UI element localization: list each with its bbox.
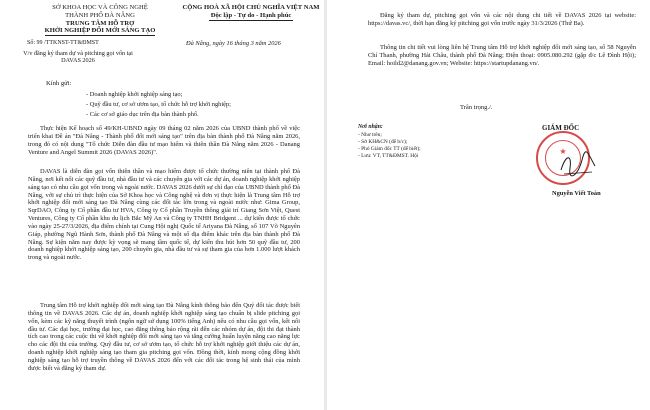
paragraph-plan: Thực hiện Kế hoạch số 49/KH-UBND ngày 09 tháng 02 năm 2026 của UBND thành phố về việc triển khai Đề án "Đà Nẵng - Thành phố đổi mới sáng tạo" trên địa bàn thành phố Đà Nẵng năm 2026, trong đó có nội dung "Tổ chức Diễn đàn đầu tư mạo hiểm và thiên thần Đà Nẵng năm 2026 - Danang Venture and Angel Summit 2026 (DAVAS 2026)".: [28, 125, 300, 156]
signer-title: GIÁM ĐỐC: [542, 124, 580, 132]
national-header: [180, 4, 322, 21]
recipient-item: - Quỹ đầu tư, cơ sở ươm tạo, tổ chức hỗ trợ khởi nghiệp;: [86, 101, 231, 108]
greeting: Kính gửi:: [46, 80, 72, 87]
org-line-center-name: KHỞI NGHIỆP ĐỔI MỚI SÁNG TẠO: [44, 27, 156, 35]
org-line-ministry: SỞ KHOA HỌC VÀ CÔNG NGHỆ: [52, 4, 148, 11]
document-page-2: [330, 0, 650, 410]
paragraph-notice: Trung tâm Hỗ trợ khởi nghiệp đổi mới sáng tạo Đà Nẵng kính thông báo đến Quý đối tác được biết thông tin về DAVAS 2026. Các dự án, doanh nghiệp khởi nghiệp sáng tạo chuẩn bị slide pitching gọi vốn, kèm các kỹ năng thuyết trình (ngôn ngữ sử dụng 100% tiếng Anh) nếu có nhu cầu gọi vốn, kết nối đầu tư. Các đại học, trường đại học, cao đẳng thông báo rộng rãi đến các nhóm dự án, đội thi đạt thành tích cao trong các cuộc thi về khởi nghiệp đổi mới sáng tạo và tăng cường huấn luyện năng cao năng lực cho các đội thi của trường. Quỹ đầu tư, cơ sở ươm tạo, tổ chức hỗ trợ khởi nghiệp giới thiệu các dự án, doanh nghiệp khởi nghiệp sáng tạo tham gia pitching gọi vốn. Đồng thời, kính mong cộng đồng khởi nghiệp sáng tạo hỗ trợ truyền thông về DAVAS 2026 đến với các đối tác trong hệ sinh thái của mình được biết và đăng ký tham dự.: [28, 302, 300, 372]
page-divider: [324, 0, 327, 410]
recipients-title: Nơi nhận:: [358, 124, 383, 130]
recipient-list-item: - Phó Giám đốc TT (để biết);: [358, 146, 421, 152]
recipient-item: - Các cơ sở giáo dục trên địa bàn thành phố.: [86, 111, 199, 118]
official-seal: ★: [536, 131, 590, 185]
paragraph-davas: DAVAS là diễn đàn gọi vốn thiên thần và mạo hiểm được tổ chức thường niên tại thành phố Đà Nẵng, nơi kết nối các quỹ đầu tư, nhà đầu tư và các chuyên gia với các dự án, doanh nghiệp khởi nghiệp sáng tạo có nhu cầu gọi vốn trong và ngoài nước. DAVAS 2026 dưới sự chỉ đạo của UBND thành phố Đà Nẵng, với sự chủ trì thực hiện của Sở Khoa học và Công nghệ và đơn vị thực hiện là Trung tâm Hỗ trợ khởi nghiệp đổi mới sáng tạo Đà Nẵng cùng các đối tác lớn trong và ngoài nước như: Gima Group, SqrDAO, Công ty Cổ phần đầu tư HVA, Công ty Cổ phần Truyền thông giải trí Giang Sơn Việt, Quest Ventures, Công ty Cổ phần khu du lịch Bắc Mỹ An và Công ty TNHH Bridgent ... dự kiến được tổ chức vào ngày 25-27/3/2026, địa điểm chính tại Cung Hội nghị Quốc tế Ariyana Đà Nẵng, số 107 Võ Nguyên Giáp, phường Ngũ Hành Sơn, thành phố Đà Nẵng và một số địa điểm khác trên địa bàn thành phố Đà Nẵng. Sự kiện năm nay được kỳ vọng sẽ mang tầm quốc tế, dự kiến thu hút hơn 50 quỹ đầu tư, 200 doanh nghiệp khởi nghiệp sáng tạo, 200 chuyên gia, nhà đầu tư và sự tham gia của hơn 1.000 lượt khách trong và ngoài nước.: [28, 168, 300, 262]
document-subject: V/v đăng ký tham dự và pitching gọi vốn tại DAVAS 2026: [23, 50, 133, 65]
recipient-list-item: - Sở KH&CN (để b/c);: [358, 139, 408, 145]
document-page-1: [0, 0, 322, 410]
document-date: Đà Nẵng, ngày 16 tháng 3 năm 2026: [186, 40, 281, 47]
recipient-item: - Doanh nghiệp khởi nghiệp sáng tạo;: [86, 91, 183, 98]
handwritten-signature: [558, 150, 598, 180]
issuing-organization: [10, 4, 190, 36]
recipient-list-item: - Như trên;: [358, 132, 382, 138]
org-line-center: TRUNG TÂM HỖ TRỢ: [65, 19, 135, 27]
closing-line: Trân trọng./.: [460, 104, 493, 111]
recipient-list-item: - Lưu: VT, TT&ĐMST. Hội: [358, 153, 419, 159]
document-number: Số: 99 /TTKNST-TT&ĐMST: [27, 40, 99, 46]
national-motto: Độc lập - Tự do - Hạnh phúc: [210, 11, 292, 19]
org-line-city: THÀNH PHỐ ĐÀ NẴNG: [65, 11, 135, 19]
paragraph-registration: Đăng ký tham dự, pitching gọi vốn và các nội dung chi tiết về DAVAS 2026 tại website: https://davas.vc/, thời hạn đăng ký pitching gọi vốn trước ngày 31/3/2026 (Thứ Ba).: [368, 12, 636, 27]
signer-name: Nguyễn Viết Toàn: [552, 190, 601, 197]
paragraph-contact: Thông tin chi tiết vui lòng liên hệ Trung tâm Hỗ trợ khởi nghiệp đổi mới sáng tạo, số 58 Nguyễn Chí Thanh, phường Hải Châu, thành phố Đà Nẵng; Điện thoại: 0905.080.292 (gặp đ/c Lê Đình Hội); Email: hoild2@danang.gov.vn; Website: https://startupdanang.vn/.: [368, 44, 636, 67]
country-name: CỘNG HOÀ XÃ HỘI CHỦ NGHĨA VIỆT NAM: [182, 4, 320, 11]
